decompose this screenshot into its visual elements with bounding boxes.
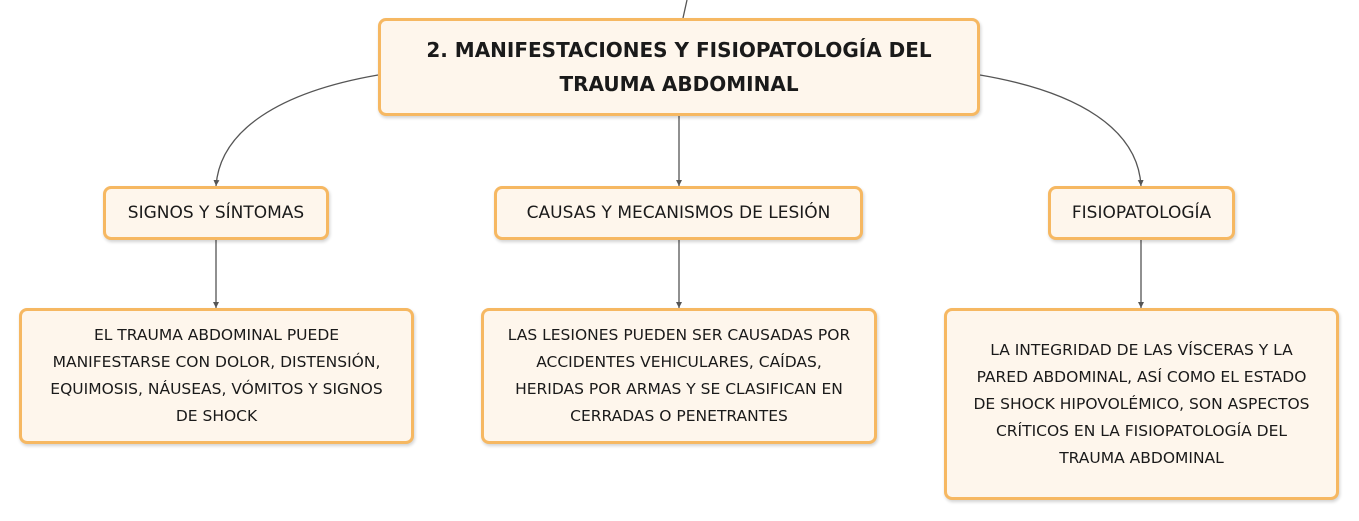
topic-label: SIGNOS Y SÍNTOMAS — [127, 203, 305, 223]
root-topic-title: 2. MANIFESTACIONES Y FISIOPATOLOGÍA DEL TRAUMA ABDOMINAL — [426, 38, 932, 96]
subtopic-text: EL TRAUMA ABDOMINAL PUEDE MANIFESTARSE CON DOLOR, DISTENSIÓN, EQUIMOSIS, NÁUSEAS, VÓMITOS Y SIGNOS DE SHOCK — [50, 326, 383, 425]
topic-label: CAUSAS Y MECANISMOS DE LESIÓN — [526, 203, 831, 223]
subtopic-fisiopatologia-detail[interactable] — [944, 308, 1339, 500]
connector-root-to-fisiopatologia — [980, 75, 1141, 186]
subtopic-text: LA INTEGRIDAD DE LAS VÍSCERAS Y LA PARED ABDOMINAL, ASÍ COMO EL ESTADO DE SHOCK HIPOVOLÉMICO, SON ASPECTOS CRÍTICOS EN LA FISIOPATOLOGÍA DEL TRAUMA ABDOMINAL — [973, 340, 1310, 467]
subtopic-causas-detail[interactable] — [481, 308, 877, 444]
connector-root-to-signos — [216, 75, 378, 186]
root-topic[interactable] — [378, 18, 980, 116]
topic-causas-y-mecanismos[interactable] — [494, 186, 863, 240]
topic-signos-y-sintomas[interactable] — [103, 186, 329, 240]
subtopic-text: LAS LESIONES PUEDEN SER CAUSADAS POR ACCIDENTES VEHICULARES, CAÍDAS, HERIDAS POR ARMAS Y SE CLASIFICAN EN CERRADAS O PENETRANTES — [507, 326, 851, 425]
subtopic-signos-detail[interactable] — [19, 308, 414, 444]
topic-fisiopatologia[interactable] — [1048, 186, 1235, 240]
topic-label: FISIOPATOLOGÍA — [1071, 203, 1212, 223]
connector-parent-to-root — [683, 0, 687, 18]
